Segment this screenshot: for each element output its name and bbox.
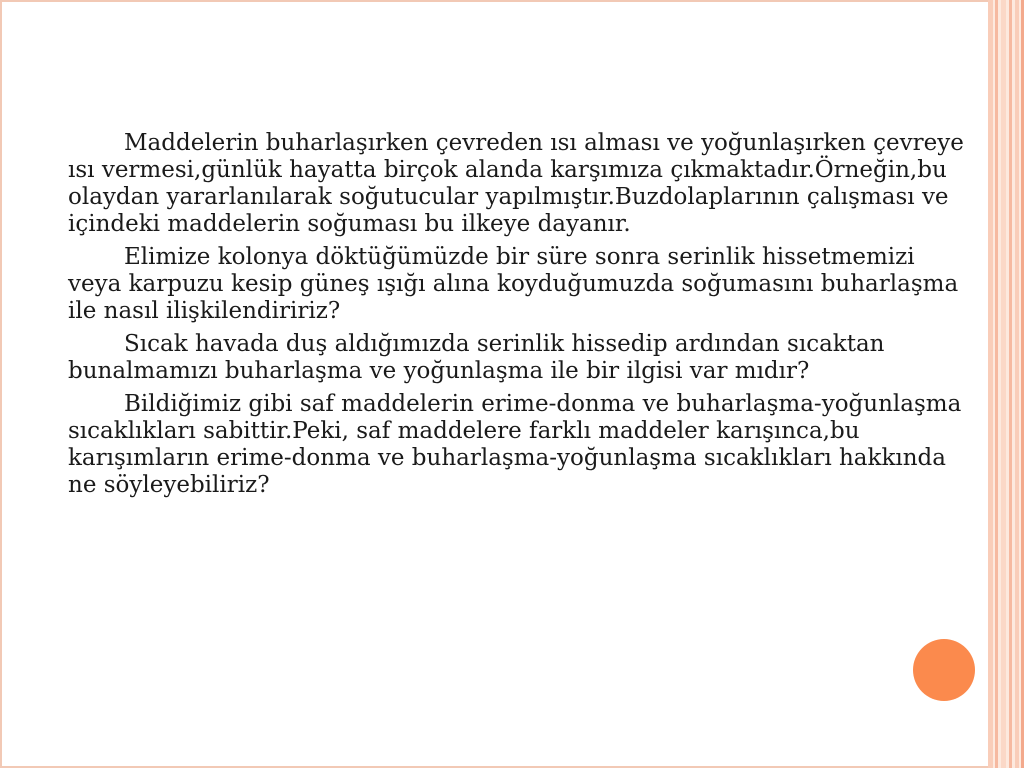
stripe — [988, 0, 993, 768]
stripe — [1009, 0, 1012, 768]
stripe — [1001, 0, 1006, 768]
paragraph-cologne-question: Elimize kolonya döktüğümüzde bir süre sonra serinlik hissetmemizi veya karpuzu kesip güneş ışığı alına koyduğumuzda soğumasını buharlaşma ile nasıl ilişkilendiririz? — [68, 244, 959, 324]
stripe — [995, 0, 998, 768]
paragraph-shower-question: Sıcak havada duş aldığımızda serinlik hissedip ardından sıcaktan bunalmamızı buharlaşma ve yoğunlaşma ile bir ilgisi var mıdır? — [68, 331, 885, 384]
slide-body-text — [68, 130, 973, 505]
stripe — [1015, 0, 1019, 768]
orange-circle-decoration — [913, 639, 975, 701]
decorative-stripes — [988, 0, 1024, 768]
paragraph-evaporation-cooling: Maddelerin buharlaşırken çevreden ısı alması ve yoğunlaşırken çevreye ısı vermesi,günlük hayatta birçok alanda karşımıza çıkmaktadır.Örneğin,bu olaydan yararlanılarak soğutucular yapılmıştır.Buzdolaplarının çalışması ve içindeki maddelerin soğuması bu ilkeye dayanır. — [68, 130, 964, 237]
paragraph-mixtures-question: Bildiğimiz gibi saf maddelerin erime-donma ve buharlaşma-yoğunlaşma sıcaklıkları sabittir.Peki, saf maddelere farklı maddeler karışınca,bu karışımların erime-donma ve buharlaşma-yoğunlaşma sıcaklıkları hakkında ne söyleyebiliriz? — [68, 391, 962, 498]
